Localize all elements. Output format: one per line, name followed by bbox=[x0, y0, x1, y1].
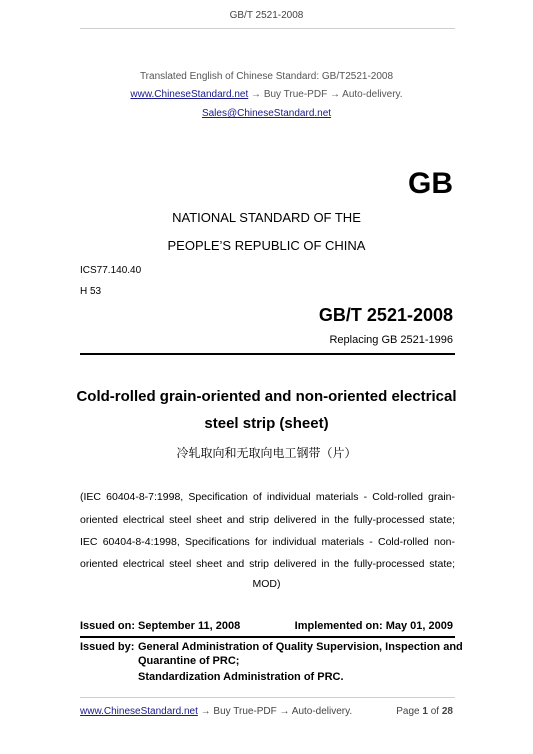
footer-buy-text: → Buy True-PDF → Auto-delivery. bbox=[197, 706, 353, 717]
page-total: 28 bbox=[441, 706, 453, 717]
iec-line: oriented electrical steel sheet and strip delivered in the fully-processed state; bbox=[80, 514, 455, 526]
page-prefix: Page bbox=[396, 706, 423, 717]
issued-by-line2: Quarantine of PRC; bbox=[138, 655, 240, 667]
page-current: 1 bbox=[422, 706, 428, 717]
national-standard-line2: PEOPLE’S REPUBLIC OF CHINA bbox=[167, 238, 366, 253]
standard-code: GB/T 2521-2008 bbox=[318, 305, 453, 325]
title-line2: steel strip (sheet) bbox=[204, 415, 329, 432]
notice-buy-line bbox=[0, 89, 533, 100]
page-indicator bbox=[396, 706, 453, 717]
footer-site-link[interactable]: www.ChineseStandard.net bbox=[80, 706, 198, 717]
running-header: GB/T 2521-2008 bbox=[229, 10, 304, 21]
issue-divider bbox=[80, 636, 455, 638]
h-code: H 53 bbox=[80, 286, 102, 297]
iec-line: IEC 60404-8-4:1998, Specifications for individual materials - Cold-rolled non- bbox=[80, 536, 455, 548]
iec-closing: MOD) bbox=[252, 578, 281, 590]
issued-by-label: Issued by: bbox=[80, 641, 135, 653]
header-divider bbox=[80, 28, 455, 29]
footer-divider bbox=[80, 697, 455, 698]
issued-by-line1: General Administration of Quality Supervision, Inspection and bbox=[138, 641, 463, 653]
title-line1: Cold-rolled grain-oriented and non-oriented electrical bbox=[76, 388, 457, 405]
title-divider bbox=[80, 353, 455, 355]
replacing-note: Replacing GB 2521-1996 bbox=[329, 334, 453, 346]
iec-line: (IEC 60404-8-7:1998, Specification of individual materials - Cold-rolled grain- bbox=[80, 491, 455, 503]
notice-email-line bbox=[0, 108, 533, 119]
issued-by-line3: Standardization Administration of PRC. bbox=[138, 671, 344, 683]
page-of: of bbox=[427, 706, 442, 717]
issued-on: Issued on: September 11, 2008 bbox=[80, 620, 241, 632]
notice-buy-text: → Buy True-PDF → Auto-delivery. bbox=[248, 89, 403, 100]
gb-logo: GB bbox=[408, 167, 453, 200]
notice-site-link[interactable]: www.ChineseStandard.net bbox=[130, 89, 249, 100]
national-standard-line1: NATIONAL STANDARD OF THE bbox=[172, 210, 361, 225]
notice-email-link[interactable]: Sales@ChineseStandard.net bbox=[201, 108, 332, 119]
title-chinese: 冷轧取向和无取向电工钢带（片） bbox=[176, 446, 357, 460]
footer-buy-line bbox=[80, 706, 352, 717]
implemented-on: Implemented on: May 01, 2009 bbox=[294, 620, 453, 632]
translation-notice: Translated English of Chinese Standard: GB/T2521-2008 bbox=[139, 71, 394, 82]
iec-line: oriented electrical steel sheet and strip delivered in the fully-processed state; bbox=[80, 558, 455, 570]
ics-code: ICS77.140.40 bbox=[80, 265, 142, 276]
